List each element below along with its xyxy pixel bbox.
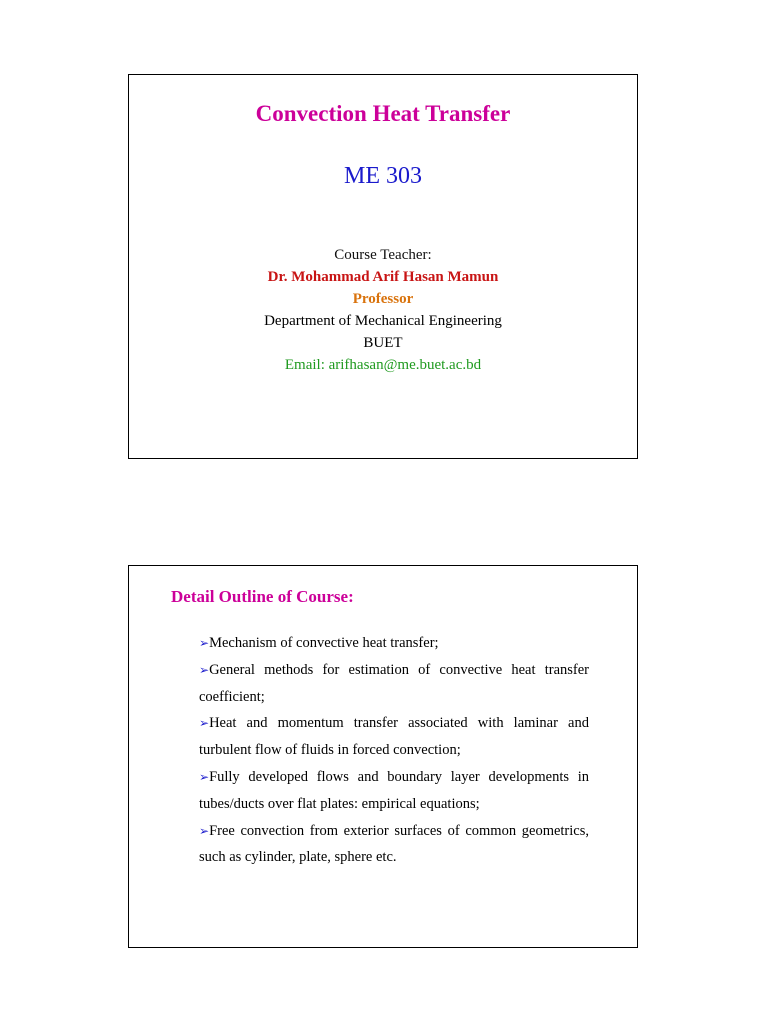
department: Department of Mechanical Engineering	[264, 313, 502, 329]
outline-slide	[128, 565, 638, 948]
list-item-text: Heat and momentum transfer associated with laminar and turbulent flow of fluids in forced convection;	[199, 715, 589, 759]
list-item-text: Free convection from exterior surfaces of common geometrics, such as cylinder, plate, sphere etc.	[199, 822, 589, 866]
arrow-bullet-icon: ➢	[199, 662, 210, 677]
list-item	[199, 657, 589, 711]
course-title: Convection Heat Transfer	[255, 101, 511, 126]
teacher-label: Course Teacher:	[334, 247, 432, 263]
list-item	[199, 630, 589, 657]
arrow-bullet-icon: ➢	[199, 769, 210, 784]
list-item	[199, 818, 589, 872]
list-item-text: General methods for estimation of convective heat transfer coefficient;	[199, 661, 589, 705]
teacher-name: Dr. Mohammad Arif Hasan Mamun	[267, 269, 499, 285]
teacher-info	[129, 244, 637, 376]
list-item	[199, 764, 589, 818]
title-slide	[128, 74, 638, 459]
list-item	[199, 710, 589, 764]
teacher-title: Professor	[352, 291, 414, 307]
outline-list	[199, 630, 589, 871]
arrow-bullet-icon: ➢	[199, 823, 210, 838]
outline-title: Detail Outline of Course:	[171, 587, 354, 606]
teacher-email: Email: arifhasan@me.buet.ac.bd	[284, 357, 482, 373]
arrow-bullet-icon: ➢	[199, 636, 210, 650]
list-item-text: Mechanism of convective heat transfer;	[209, 635, 439, 651]
course-code: ME 303	[344, 163, 422, 189]
arrow-bullet-icon: ➢	[199, 716, 210, 731]
list-item-text: Fully developed flows and boundary layer developments in tubes/ducts over flat plates: empirical equations;	[199, 768, 589, 812]
institution: BUET	[363, 335, 403, 351]
